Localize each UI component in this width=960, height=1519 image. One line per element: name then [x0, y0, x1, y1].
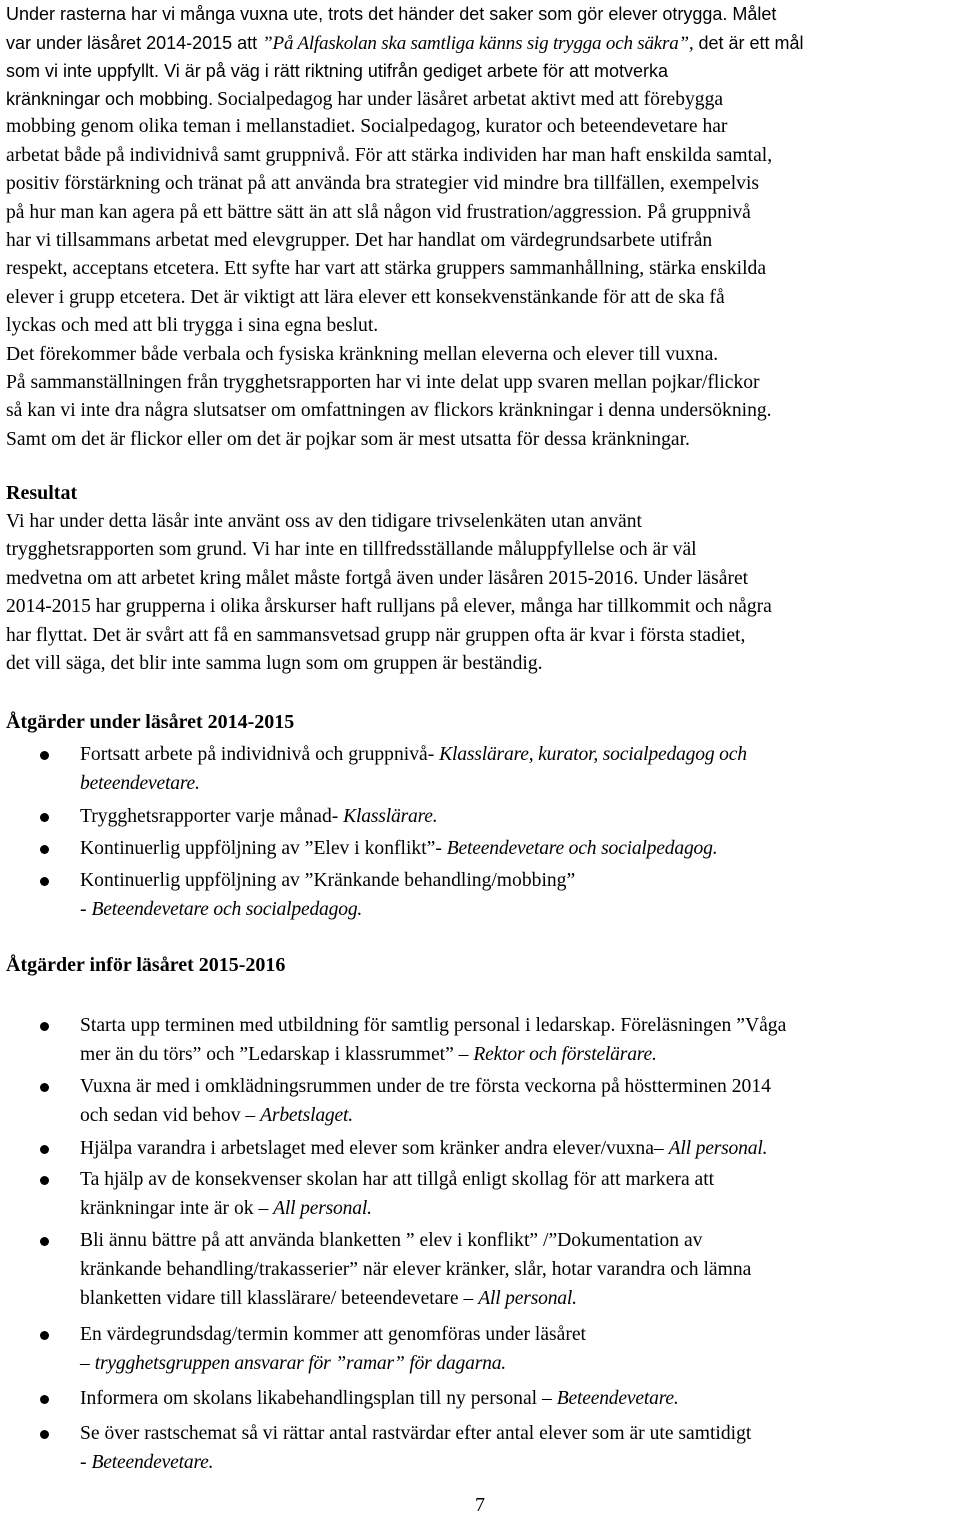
bullet-icon: [40, 751, 49, 760]
bullet-icon: [40, 1395, 49, 1404]
text-line: det vill säga, det blir inte samma lugn som om gruppen är beständig.: [6, 652, 543, 674]
text-line: var under läsåret 2014-2015 att ”På Alfaskolan ska samtliga känns sig trygga och säkra”, det är ett mål: [6, 32, 804, 54]
page-number: 7: [475, 1494, 485, 1516]
list-item-text: Kontinuerlig uppföljning av ”Kränkande behandling/mobbing” - Beteendevetare och socialpedagog.: [80, 870, 576, 920]
list-item-text: Trygghetsrapporter varje månad- Klasslärare.: [80, 806, 438, 827]
list-item-text: Informera om skolans likabehandlingsplan till ny personal – Beteendevetare.: [80, 1388, 679, 1409]
list-item-text: Kontinuerlig uppföljning av ”Elev i konflikt”- Beteendevetare och socialpedagog.: [80, 838, 718, 859]
text-line: medvetna om att arbetet kring målet måste fortgå även under läsåren 2015-2016. Under läsåret: [6, 567, 749, 589]
text-line: kränkningar och mobbing. Socialpedagog har under läsåret arbetat aktivt med att förebygga: [6, 89, 724, 110]
bullet-icon: [40, 1331, 49, 1340]
text-line: positiv förstärkning och tränat på att använda bra strategier vid mindre bra tillfällen, exempelvis: [6, 173, 760, 195]
text-line: har flyttat. Det är svårt att få en sammansvetsad grupp när gruppen ofta är kvar i första stadiet,: [6, 624, 746, 646]
text-line: så kan vi inte dra några slutsatser om omfattningen av flickors kränkningar i denna undersökning.: [6, 400, 772, 422]
text-line: På sammanställningen från trygghetsrapporten har vi inte delat upp svaren mellan pojkar/flickor: [6, 371, 760, 393]
text-line: på hur man kan agera på ett bättre sätt än att slå någon vid frustration/aggression. På gruppnivå: [6, 201, 751, 223]
body-paragraph: [6, 85, 956, 113]
list-item-text: Hjälpa varandra i arbetslaget med elever som kränker andra elever/vuxna– All personal.: [80, 1138, 768, 1159]
text-line: lyckas och med att bli trygga i sina egna beslut.: [6, 315, 379, 337]
list-item-text: Se över rastschemat så vi rättar antal rastvärdar efter antal elever som är ute samtidigt - Beteendevetare.: [80, 1423, 752, 1473]
text-line: Samt om det är flickor eller om det är pojkar som är mest utsatta för dessa kränkningar.: [6, 428, 690, 450]
bullet-icon: [40, 1022, 49, 1031]
body-paragraph-continued: [6, 113, 956, 454]
list-item-text: Bli ännu bättre på att använda blanketten ” elev i konflikt” /”Dokumentation av kränkande behandling/trakasserier” när elever kränker, slår, hotar varandra och lämna blanketten vidare till klasslärare/ beteendevetare – All personal.: [80, 1230, 752, 1309]
intro-paragraph: [6, 0, 956, 86]
list-item-text: Vuxna är med i omklädningsrummen under de tre första veckorna på höstterminen 2014 och sedan vid behov – Arbetslaget.: [80, 1076, 771, 1126]
text-line: Det förekommer både verbala och fysiska kränkning mellan eleverna och elever till vuxna.: [6, 343, 719, 365]
bullet-icon: [40, 845, 49, 854]
text-line: arbetat både på individnivå samt gruppnivå. För att stärka individen har man haft enskilda samtal,: [6, 144, 773, 166]
section-heading-atgarder-2014: Åtgärder under läsåret 2014-2015: [6, 711, 295, 733]
text-line: trygghetsrapporten som grund. Vi har inte en tillfredsställande måluppfyllelse och är väl: [6, 539, 697, 561]
text-line: Under rasterna har vi många vuxna ute, trots det händer det saker som gör elever otrygga. Målet: [6, 4, 777, 24]
text-line: 2014-2015 har grupperna i olika årskurser haft rulljans på elever, många har tillkommit och några: [6, 596, 772, 618]
bullet-icon: [40, 1083, 49, 1092]
list-item-text: Fortsatt arbete på individnivå och gruppnivå- Klasslärare, kurator, socialpedagog och beteendevetare.: [80, 744, 747, 794]
bullet-icon: [40, 1145, 49, 1154]
text-line: mobbing genom olika teman i mellanstadiet. Socialpedagog, kurator och beteendevetare har: [6, 116, 728, 138]
list-item-text: Ta hjälp av de konsekvenser skolan har att tillgå enligt skollag för att markera att kränkningar inte är ok – All personal.: [80, 1169, 715, 1219]
text-line: har vi tillsammans arbetat med elevgrupper. Det har handlat om värdegrundsarbete utifrån: [6, 229, 713, 251]
section-heading-resultat: Resultat: [6, 482, 78, 504]
text-line: som vi inte uppfyllt. Vi är på väg i rätt riktning utifrån gediget arbete för att motverka: [6, 61, 668, 82]
bullet-icon: [40, 1430, 49, 1439]
resultat-paragraph: [6, 508, 956, 678]
bullet-icon: [40, 1176, 49, 1185]
list-item-text: Starta upp terminen med utbildning för samtlig personal i ledarskap. Föreläsningen ”Våga mer än du törs” och ”Ledarskap i klassrummet” – Rektor och förstelärare.: [80, 1015, 787, 1065]
section-heading-atgarder-2015: Åtgärder inför läsåret 2015-2016: [6, 954, 286, 976]
bullet-icon: [40, 877, 49, 886]
bullet-icon: [40, 1237, 49, 1246]
text-line: Vi har under detta läsår inte använt oss av den tidigare trivselenkäten utan använt: [6, 511, 642, 532]
list-item-text: En värdegrundsdag/termin kommer att genomföras under läsåret – trygghetsgruppen ansvarar för ”ramar” för dagarna.: [80, 1324, 587, 1374]
text-line: respekt, acceptans etcetera. Ett syfte har vart att stärka gruppers sammanhållning, stärka enskilda: [6, 258, 767, 280]
bullet-icon: [40, 813, 49, 822]
text-line: elever i grupp etcetera. Det är viktigt att lära elever ett konsekvenstänkande för att de ska få: [6, 286, 725, 308]
